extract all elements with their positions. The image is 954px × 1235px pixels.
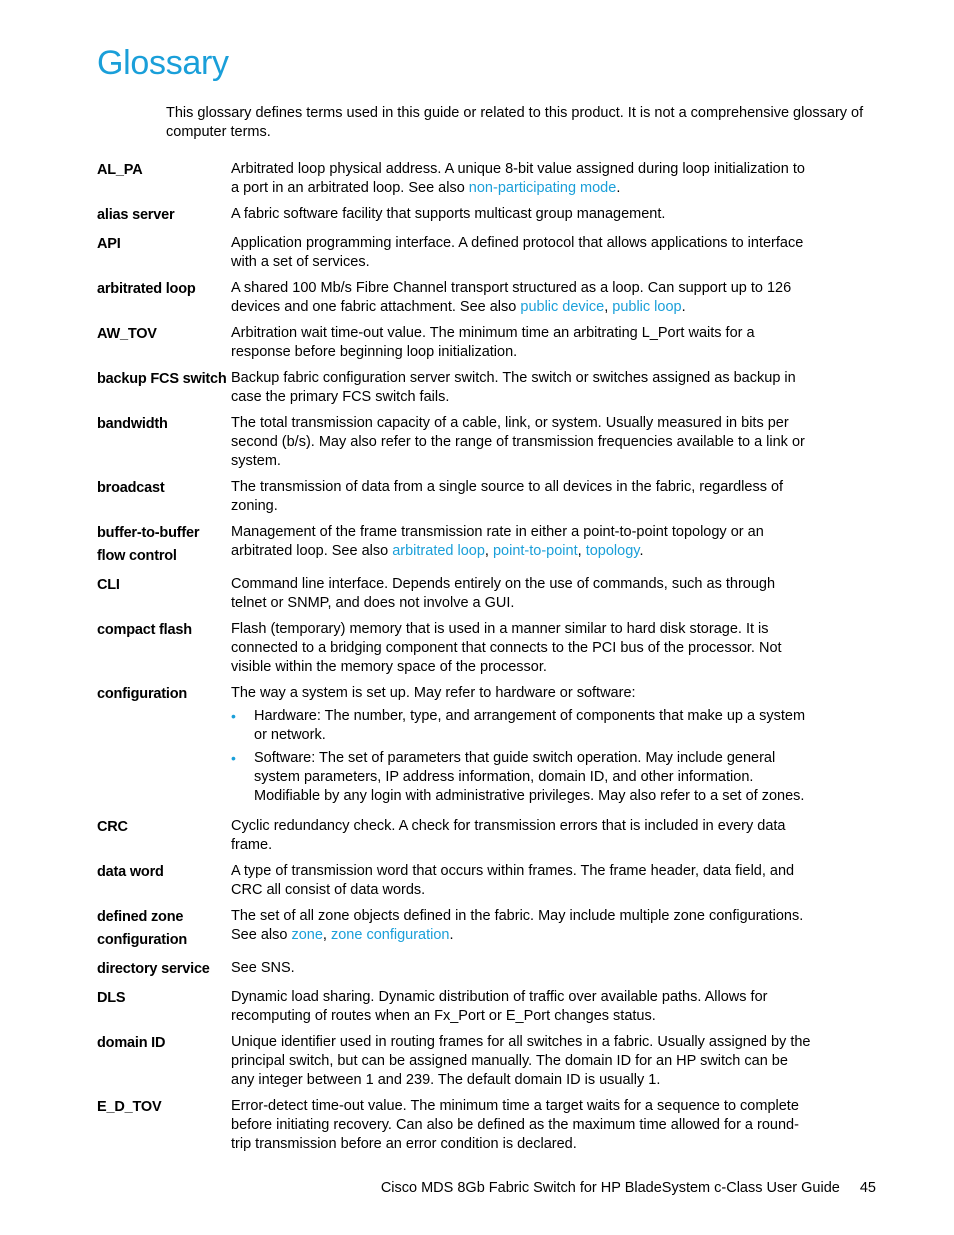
glossary-definition (231, 323, 813, 362)
definition-tail: . (681, 299, 686, 315)
definition-text: Arbitration wait time-out value. The minimum time an arbitrating L_Port waits for a response before beginning loop initialization. (231, 325, 755, 360)
cross-reference-link[interactable]: arbitrated loop (392, 543, 485, 559)
glossary-term: defined zone configuration (97, 909, 188, 948)
definition-text: Application programming interface. A defined protocol that allows applications to interface with a set of services. (231, 235, 804, 270)
cross-reference-link[interactable]: non-participating mode (468, 180, 617, 196)
bullet-text: Software: The set of parameters that guide switch operation. May include general system parameters, IP address information, domain ID, and other information. Modifiable by any login with administrative privileges. May also refer to a set of zones. (254, 750, 805, 804)
glossary-term: DLS (97, 990, 126, 1006)
glossary-term: alias server (97, 207, 175, 223)
bullet-dot-icon: • (231, 750, 236, 766)
glossary-definition (231, 574, 813, 613)
glossary-definition (231, 987, 813, 1026)
glossary-definition (231, 816, 813, 855)
glossary-term: data word (97, 864, 164, 880)
definition-text: Command line interface. Depends entirely on the use of commands, such as through telnet or SNMP, and does not involve a GUI. (231, 576, 776, 611)
glossary-term: CRC (97, 819, 128, 835)
glossary-entry (97, 816, 817, 855)
glossary-term: compact flash (97, 622, 192, 638)
cross-reference-link[interactable]: public device (520, 299, 605, 315)
cross-reference-link[interactable]: zone (291, 927, 323, 943)
definition-text: A type of transmission word that occurs within frames. The frame header, data field, and CRC all consist of data words. (231, 863, 795, 898)
glossary-entry (97, 683, 817, 810)
glossary-entry (97, 278, 817, 317)
definition-text: Flash (temporary) memory that is used in a manner similar to hard disk storage. It is connected to a bridging component that connects to the PCI bus of the processor. Not visible within the memory space of the processor. (231, 621, 782, 675)
glossary-term: broadcast (97, 480, 165, 496)
glossary-entry (97, 987, 817, 1026)
glossary-entry (97, 233, 817, 272)
glossary-definition (231, 368, 813, 407)
glossary-entry (97, 861, 817, 900)
definition-text: Cyclic redundancy check. A check for transmission errors that is included in every data frame. (231, 818, 786, 853)
glossary-entry (97, 368, 817, 407)
cross-reference-link[interactable]: zone configuration (330, 927, 450, 943)
definition-text: Backup fabric configuration server switch. The switch or switches assigned as backup in case the primary FCS switch fails. (231, 370, 796, 405)
glossary-term: configuration (97, 686, 188, 702)
glossary-term: AW_TOV (97, 326, 157, 342)
glossary-definition (231, 861, 813, 900)
glossary-entry (97, 574, 817, 613)
glossary-entry (97, 477, 817, 516)
definition-tail: . (639, 543, 644, 559)
glossary-definition: Management of the frame transmission rate in either a point-to-point topology or an arbitrated loop. See also arbitrated loop, point-to-point, topology. (231, 524, 764, 559)
glossary-definition (231, 204, 813, 227)
definition-text: Arbitrated loop physical address. A unique 8-bit value assigned during loop initialization to a port in an arbitrated loop. See also (231, 161, 805, 196)
cross-reference-link[interactable]: point-to-point (492, 543, 578, 559)
page-number: 45 (859, 1180, 876, 1196)
glossary-entry (97, 958, 817, 981)
glossary-entry (97, 323, 817, 362)
glossary-entry (97, 906, 817, 952)
page-footer (300, 1180, 876, 1196)
glossary-term: domain ID (97, 1035, 166, 1051)
glossary-definition (231, 159, 813, 198)
definition-text: The way a system is set up. May refer to hardware or software: (231, 685, 636, 701)
definition-text: A fabric software facility that supports multicast group management. (231, 206, 666, 222)
definition-text: Unique identifier used in routing frames for all switches in a fabric. Usually assigned by the principal switch, but can be assigned manually. The domain ID for an HP switch can be any integer between 1 and 239. The default domain ID is usually 1. (231, 1034, 811, 1088)
glossary-term: bandwidth (97, 416, 168, 432)
definition-tail: . (616, 180, 621, 196)
definition-text: Management of the frame transmission rate in either a point-to-point topology or an arbitrated loop. See also (231, 524, 764, 559)
glossary-term: arbitrated loop (97, 281, 196, 297)
glossary-definition (231, 1032, 813, 1090)
glossary-term: CLI (97, 577, 120, 593)
glossary-term: API (97, 236, 121, 252)
glossary-definition (231, 477, 813, 516)
definition-text: The total transmission capacity of a cable, link, or system. Usually measured in bits per second (b/s). May also refer to the range of transmission frequencies available to a link or system. (231, 415, 805, 469)
footer-guide-title: Cisco MDS 8Gb Fabric Switch for HP BladeSystem c-Class User Guide (380, 1180, 840, 1196)
bullet-item (231, 707, 813, 745)
glossary-entry (97, 1032, 817, 1090)
glossary-term: backup FCS switch (97, 371, 227, 387)
definition-text: Dynamic load sharing. Dynamic distribution of traffic over available paths. Allows for recomputing of routes when an Fx_Port or E_Port changes status. (231, 989, 768, 1024)
glossary-entry (97, 619, 817, 677)
glossary-term: E_D_TOV (97, 1099, 162, 1115)
glossary-definition (231, 413, 813, 471)
glossary-list (97, 159, 817, 1160)
bullet-dot-icon: • (231, 708, 236, 724)
definition-text: Error-detect time-out value. The minimum time a target waits for a sequence to complete before initiating recovery. Can also be defined as the maximum time allowed for a round-trip transmission before an error condition is declared. (231, 1098, 799, 1152)
glossary-intro: This glossary defines terms used in this guide or related to this product. It is not a comprehensive glossary of computer terms. (166, 105, 864, 140)
glossary-definition (231, 619, 813, 677)
page-title: Glossary (97, 44, 229, 82)
glossary-term: AL_PA (97, 162, 143, 178)
glossary-definition (231, 1096, 813, 1154)
bullet-text: Hardware: The number, type, and arrangement of components that make up a system or network. (254, 708, 806, 743)
glossary-entry (97, 522, 817, 568)
definition-tail: . (449, 927, 454, 943)
definition-text: See SNS. (231, 960, 295, 976)
definition-text: The transmission of data from a single source to all devices in the fabric, regardless of zoning. (231, 479, 784, 514)
glossary-entry (97, 1096, 817, 1154)
glossary-term: buffer-to-buffer flow control (97, 525, 200, 564)
definition-text: A shared 100 Mb/s Fibre Channel transport structured as a loop. Can support up to 126 devices and one fabric attachment. See also (231, 280, 792, 315)
glossary-entry (97, 413, 817, 471)
cross-reference-link[interactable]: topology (585, 543, 640, 559)
glossary-definition: The set of all zone objects defined in the fabric. May include multiple zone configurations. See also zone, zone configuration. (231, 908, 804, 943)
definition-text: The set of all zone objects defined in the fabric. May include multiple zone configurations. See also (231, 908, 804, 943)
glossary-definition: A shared 100 Mb/s Fibre Channel transport structured as a loop. Can support up to 126 devices and one fabric attachment. See also public device, public loop. (231, 280, 792, 315)
glossary-definition (231, 958, 813, 981)
glossary-term: directory service (97, 961, 210, 977)
cross-reference-link[interactable]: public loop (612, 299, 682, 315)
glossary-entry (97, 204, 817, 227)
bullet-item (231, 749, 813, 806)
glossary-definition (231, 683, 813, 810)
glossary-entry (97, 159, 817, 198)
bullet-list (231, 707, 813, 806)
glossary-definition (231, 233, 813, 272)
